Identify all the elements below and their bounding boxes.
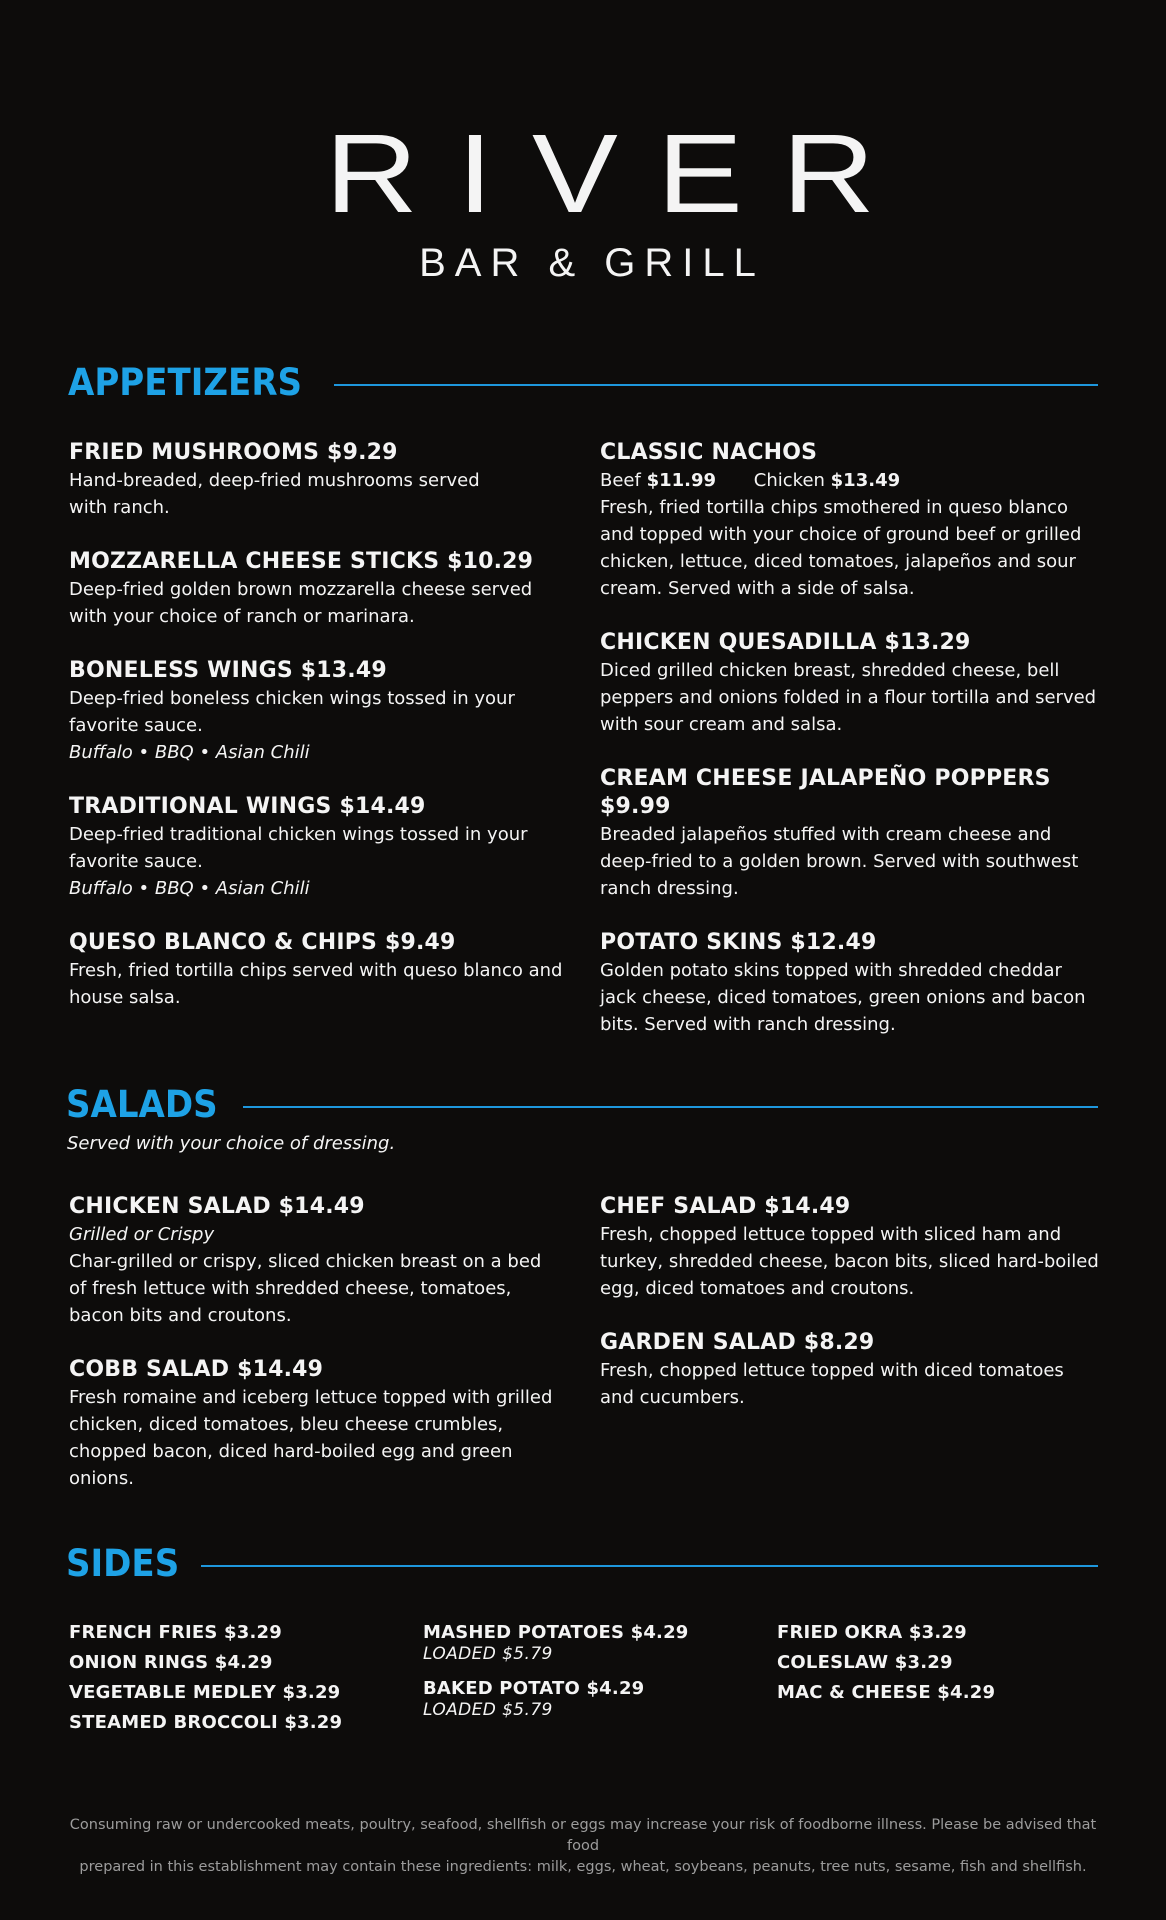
menu-item bbox=[600, 1193, 1100, 1302]
side-item: COLESLAW $3.29 bbox=[777, 1652, 953, 1673]
item-subtitle: Grilled or Crispy bbox=[69, 1224, 215, 1245]
menu-item bbox=[69, 1356, 569, 1492]
menu-item bbox=[69, 657, 569, 766]
section-divider bbox=[201, 1565, 1098, 1567]
side-item: ONION RINGS $4.29 bbox=[69, 1652, 273, 1673]
item-description: Golden potato skins topped with shredded cheddar jack cheese, diced tomatoes, green onions and bacon bits. Served with ranch dressing. bbox=[600, 960, 1086, 1035]
item-title: MOZZARELLA CHEESE STICKS $10.29 bbox=[69, 549, 534, 574]
sides-column-2 bbox=[423, 1618, 743, 1730]
item-title: CHICKEN SALAD $14.49 bbox=[69, 1194, 365, 1219]
item-title: COBB SALAD $14.49 bbox=[69, 1357, 324, 1382]
salads-title: SALADS bbox=[66, 1083, 218, 1126]
item-description: Fresh, fried tortilla chips smothered in queso blanco and topped with your choice of ground beef or grilled chicken, lettuce, diced tomatoes, jalapeños and sour cream. Served with a side of salsa. bbox=[600, 497, 1082, 599]
side-item: FRENCH FRIES $3.29 bbox=[69, 1622, 282, 1643]
beef-label: Beef bbox=[600, 470, 641, 491]
appetizers-left-column bbox=[69, 439, 569, 1038]
item-description: Fresh, chopped lettuce topped with sliced ham and turkey, shredded cheese, bacon bits, sliced hard-boiled egg, diced tomatoes and croutons. bbox=[600, 1224, 1099, 1299]
side-item: FRIED OKRA $3.29 bbox=[777, 1622, 967, 1643]
logo-title: RIVER bbox=[324, 111, 915, 236]
appetizers-right-column bbox=[600, 439, 1100, 1065]
sides-title: SIDES bbox=[66, 1542, 180, 1585]
salads-header bbox=[66, 1083, 1098, 1126]
item-description: Fresh romaine and iceberg lettuce topped with grilled chicken, diced tomatoes, bleu cheese crumbles, chopped bacon, diced hard-boiled egg and green onions. bbox=[69, 1387, 553, 1489]
sides-header bbox=[66, 1542, 1098, 1585]
nachos-prices bbox=[600, 467, 1100, 494]
sides-column-3 bbox=[777, 1618, 1097, 1708]
item-title: GARDEN SALAD $8.29 bbox=[600, 1330, 875, 1355]
side-item: BAKED POTATO $4.29 bbox=[423, 1678, 645, 1699]
allergy-disclaimer bbox=[60, 1815, 1106, 1878]
item-description: Breaded jalapeños stuffed with cream cheese and deep-fried to a golden brown. Served with southwest ranch dressing. bbox=[600, 824, 1079, 899]
menu-item bbox=[69, 439, 569, 521]
disclaimer-line-2: prepared in this establishment may contain these ingredients: milk, eggs, wheat, soybeans, peanuts, tree nuts, sesame, fish and shellfish. bbox=[79, 1859, 1087, 1875]
beef-price: $11.99 bbox=[646, 470, 717, 491]
menu-item bbox=[600, 929, 1100, 1038]
side-item: VEGETABLE MEDLEY $3.29 bbox=[69, 1682, 341, 1703]
salads-note: Served with your choice of dressing. bbox=[67, 1133, 396, 1154]
side-item: MASHED POTATOES $4.29 bbox=[423, 1622, 689, 1643]
menu-item bbox=[69, 548, 569, 630]
menu-item bbox=[600, 1329, 1100, 1411]
salads-right-column bbox=[600, 1193, 1100, 1438]
chicken-label: Chicken bbox=[753, 470, 825, 491]
menu-item bbox=[600, 439, 1100, 602]
section-divider bbox=[243, 1106, 1098, 1108]
menu-item bbox=[600, 629, 1100, 738]
appetizers-title: APPETIZERS bbox=[68, 361, 303, 404]
chicken-price: $13.49 bbox=[830, 470, 901, 491]
sauce-options: Buffalo • BBQ • Asian Chili bbox=[69, 742, 310, 763]
side-option: LOADED $5.79 bbox=[423, 1700, 553, 1720]
item-title: TRADITIONAL WINGS $14.49 bbox=[69, 794, 426, 819]
menu-item bbox=[600, 765, 1100, 902]
logo-subtitle: BAR & GRILL bbox=[419, 241, 765, 285]
side-option: LOADED $5.79 bbox=[423, 1644, 553, 1664]
item-description: Diced grilled chicken breast, shredded cheese, bell peppers and onions folded in a flour tortilla and served with sour cream and salsa. bbox=[600, 660, 1097, 735]
item-description: Char-grilled or crispy, sliced chicken breast on a bed of fresh lettuce with shredded cheese, tomatoes, bacon bits and croutons. bbox=[69, 1251, 542, 1326]
item-title: CREAM CHEESE JALAPEÑO POPPERS $9.99 bbox=[600, 766, 1051, 819]
sauce-options: Buffalo • BBQ • Asian Chili bbox=[69, 878, 310, 899]
item-title: CHEF SALAD $14.49 bbox=[600, 1194, 851, 1219]
item-description: Deep-fried golden brown mozzarella cheese served with your choice of ranch or marinara. bbox=[69, 579, 533, 627]
item-description: Hand-breaded, deep-fried mushrooms served with ranch. bbox=[69, 470, 480, 518]
menu-item bbox=[69, 929, 569, 1011]
menu-item bbox=[69, 1193, 569, 1329]
item-title: CLASSIC NACHOS bbox=[600, 440, 818, 465]
item-description: Fresh, chopped lettuce topped with diced tomatoes and cucumbers. bbox=[600, 1360, 1064, 1408]
appetizers-header bbox=[68, 361, 1098, 404]
side-item: MAC & CHEESE $4.29 bbox=[777, 1682, 996, 1703]
item-description: Deep-fried boneless chicken wings tossed in your favorite sauce. bbox=[69, 688, 515, 736]
sides-column-1 bbox=[69, 1618, 389, 1738]
item-title: QUESO BLANCO & CHIPS $9.49 bbox=[69, 930, 456, 955]
item-description: Fresh, fried tortilla chips served with queso blanco and house salsa. bbox=[69, 960, 563, 1008]
salads-left-column bbox=[69, 1193, 569, 1519]
disclaimer-line-1: Consuming raw or undercooked meats, poultry, seafood, shellfish or eggs may increase your risk of foodborne illness. Please be advised that food bbox=[69, 1817, 1097, 1854]
side-item: STEAMED BROCCOLI $3.29 bbox=[69, 1712, 343, 1733]
section-divider bbox=[334, 384, 1098, 386]
item-title: BONELESS WINGS $13.49 bbox=[69, 658, 387, 683]
item-title: CHICKEN QUESADILLA $13.29 bbox=[600, 630, 971, 655]
item-description: Deep-fried traditional chicken wings tossed in your favorite sauce. bbox=[69, 824, 528, 872]
item-title: FRIED MUSHROOMS $9.29 bbox=[69, 440, 398, 465]
item-title: POTATO SKINS $12.49 bbox=[600, 930, 877, 955]
menu-item bbox=[69, 793, 569, 902]
